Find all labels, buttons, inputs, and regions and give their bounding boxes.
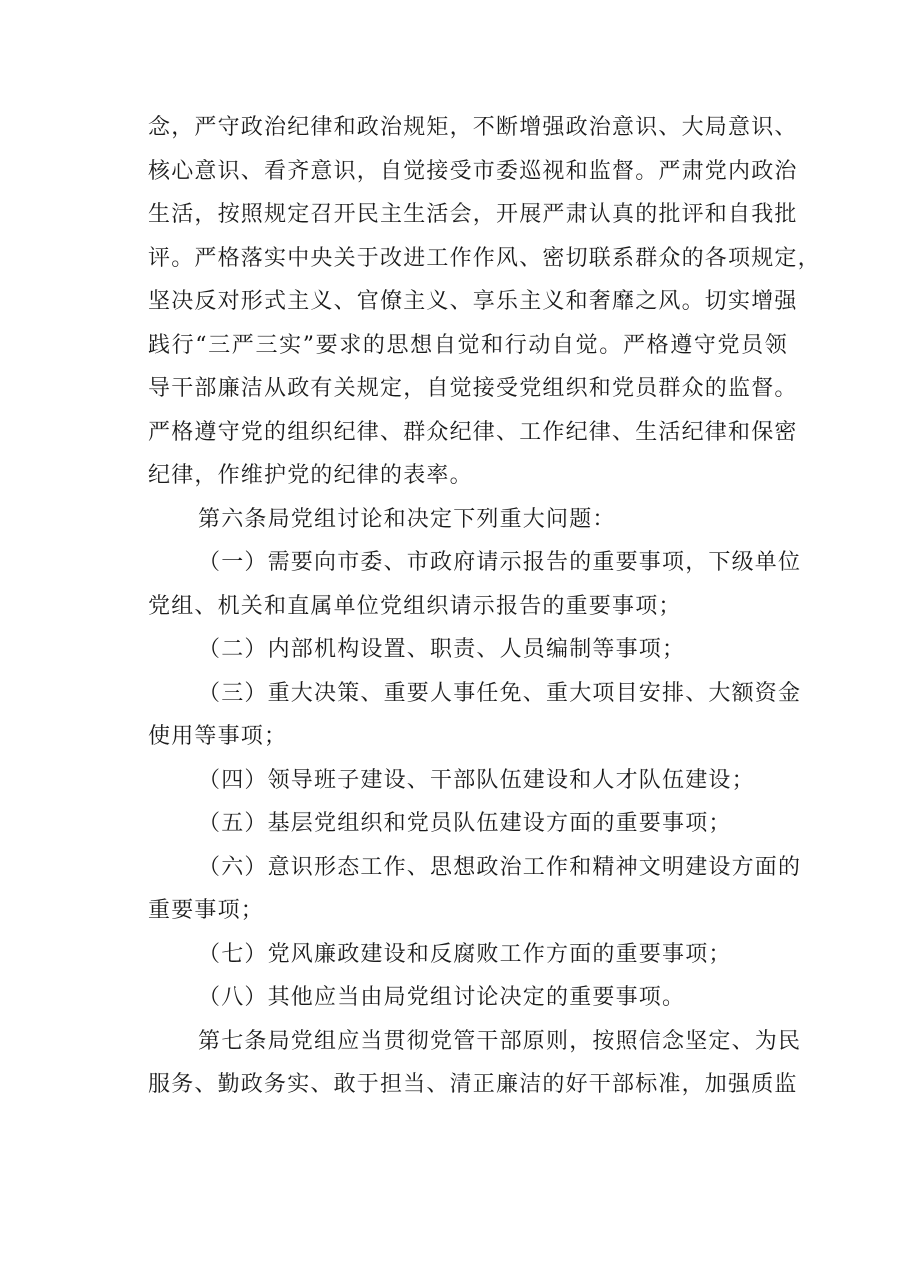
- text-line: 评。严格落实中央关于改进工作作风、密切联系群众的各项规定，: [148, 246, 821, 271]
- text-line: 纪律，作维护党的纪律的表率。: [148, 463, 473, 488]
- text-line: 践行“三严三实”要求的思想自觉和行动自觉。严格遵守党员领: [148, 333, 788, 358]
- text-line: 党组、机关和直属单位党组织请示报告的重要事项；: [148, 594, 682, 619]
- list-item-3: （三）重大决策、重要人事任免、重大项目安排、大额资金: [198, 681, 802, 706]
- text-line: 导干部廉洁从政有关规定，自觉接受党组织和党员群众的监督。: [148, 376, 798, 401]
- list-item-5: （五）基层党组织和党员队伍建设方面的重要事项；: [198, 811, 732, 836]
- article-heading-7: 第七条局党组应当贯彻党管干部原则，按照信念坚定、为民: [198, 1029, 802, 1054]
- list-item-1: （一）需要向市委、市政府请示报告的重要事项，下级单位: [198, 550, 802, 575]
- list-item-7: （七）党风廉政建设和反腐败工作方面的重要事项；: [198, 942, 732, 967]
- text-line: 生活，按照规定召开民主生活会，开展严肃认真的批评和自我批: [148, 202, 798, 227]
- text-line: 服务、勤政务实、敢于担当、清正廉洁的好干部标准，加强质监: [148, 1072, 798, 1097]
- text-line: 严格遵守党的组织纪律、群众纪律、工作纪律、生活纪律和保密: [148, 420, 798, 445]
- list-item-2: （二）内部机构设置、职责、人员编制等事项；: [198, 637, 686, 662]
- list-item-8: （八）其他应当由局党组讨论决定的重要事项。: [198, 985, 686, 1010]
- text-line: 核心意识、看齐意识，自觉接受市委巡视和监督。严肃党内政治: [148, 159, 798, 184]
- text-line: 使用等事项；: [148, 724, 288, 749]
- text-line: 念，严守政治纪律和政治规矩，不断增强政治意识、大局意识、: [148, 115, 798, 140]
- text-line: 坚决反对形式主义、官僚主义、享乐主义和奢靡之风。切实增强: [148, 289, 798, 314]
- list-item-4: （四）领导班子建设、干部队伍建设和人才队伍建设；: [198, 768, 755, 793]
- article-heading-6: 第六条局党组讨论和决定下列重大问题：: [198, 507, 616, 532]
- list-item-6: （六）意识形态工作、思想政治工作和精神文明建设方面的: [198, 855, 802, 880]
- text-line: 重要事项；: [148, 898, 265, 923]
